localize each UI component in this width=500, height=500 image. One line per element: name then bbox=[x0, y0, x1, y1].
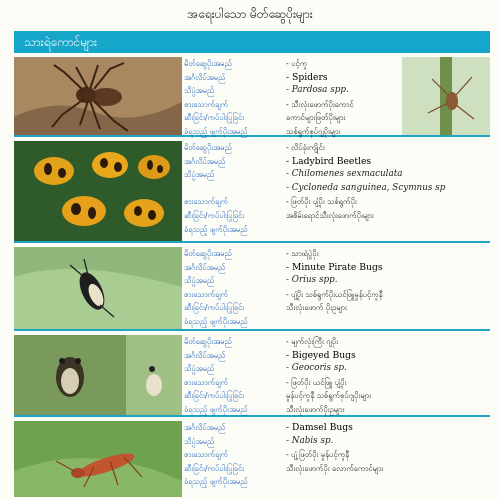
info-row: ဆီးခြင်း/ကပ်ပါးပြုခြင်း သီးလုံးဖောက်ပိုး လောက်ကောင်များ bbox=[184, 463, 384, 473]
info-row: သိပ္ပံအမည် - Orius spp. bbox=[184, 275, 338, 286]
page-title: အရေးပါသော မိတ်ဆွေပိုးများ bbox=[187, 7, 313, 21]
info-row: အင်္ဂလိပ်အမည် - Spiders bbox=[184, 71, 328, 83]
info-row: ခံရသည့် ဖျက်ပိုးအမည် သီးလုံးဖောက်ပိုးဥများ bbox=[184, 404, 345, 414]
info-row: မိတ်ဆွေပိုးအမည် - လိပ်ခုံးကျိုင်း bbox=[184, 143, 325, 152]
damsel-rows bbox=[184, 421, 490, 489]
pirate-bug-photo bbox=[14, 247, 182, 329]
section-bigeyed-bugs bbox=[14, 331, 490, 417]
bigeyed-rows bbox=[184, 335, 490, 417]
info-row: ခံရသည့် ဖျက်ပိုးအမည် bbox=[184, 477, 248, 487]
info-row: ခံရသည့် ဖျက်ပိုးအမည် bbox=[184, 224, 248, 234]
info-row: အင်္ဂလိပ်အမည် - Ladybird Beetles bbox=[184, 155, 372, 167]
info-row: စားသောက်ချက် - ပျံ့ ဖြတ်ပိုး မှုန်ပင့်ကူနီ bbox=[184, 450, 349, 460]
info-row: ဆီးခြင်း/ကပ်ပါးပြုခြင်း ကောင်များဖြတ်ပိုးများ bbox=[184, 113, 346, 123]
spider-photo-inset bbox=[402, 57, 490, 135]
info-row: စားသောက်ချက် - သီးလုံးဖောက်ပိုးကောင် bbox=[184, 99, 354, 109]
ladybird-photo bbox=[14, 141, 182, 241]
info-row: ဆီးခြင်း/ကပ်ပါးပြုခြင်း အစိမ်းရောင်သီးလုံးဖောက်ပိုးများ bbox=[184, 210, 374, 220]
info-row: သိပ္ပံအမည် - Chilomenes sexmaculata bbox=[184, 169, 403, 180]
info-row: မိတ်ဆွေပိုးအမည် - မျက်လုံးကြီး ဂျပိုး bbox=[184, 337, 339, 346]
info-row: အင်္ဂလိပ်အမည် - Damsel Bugs bbox=[184, 422, 353, 433]
info-row: အင်္ဂလိပ်အမည် - Bigeyed Bugs bbox=[184, 349, 356, 361]
info-row: စားသောက်ချက် - ဖြတ်ပိုး ပျံ့ပိုး သစ်ရွက်ပိုး bbox=[184, 197, 357, 207]
info-row: သိပ္ပံအမည် - Nabis sp. bbox=[184, 435, 334, 446]
spider-photo bbox=[14, 57, 182, 135]
section-spiders bbox=[14, 53, 490, 137]
info-row: စားသောက်ချက် - ပျံ့ပိုး သစ်ရွက်ပိုးယင်ဖြူမှုန်ပင့်ကူနီ bbox=[184, 289, 383, 299]
pirate-rows bbox=[184, 247, 490, 329]
info-row: ဆီးခြင်း/ကပ်ပါးပြုခြင်း သီးလုံးဖောက် ပိုးဥများ bbox=[184, 303, 347, 313]
info-row: မိတ်ဆွေပိုးအမည် - ပင့်ကူ bbox=[184, 59, 308, 68]
section-ladybird bbox=[14, 137, 490, 243]
ladybird-rows bbox=[184, 141, 490, 236]
bigeyed-bug-photo bbox=[14, 335, 182, 415]
damsel-bug-photo bbox=[14, 421, 182, 497]
info-row: မိတ်ဆွေပိုးအမည် - သားရဲပွဲပိုး bbox=[184, 249, 319, 258]
info-row: စားသောက်ချက် - ဖြတ်ပိုး ယင်ဖြူ ပျံ့ပိုး bbox=[184, 377, 347, 387]
info-row: သိပ္ပံအမည် - Geocoris sp. bbox=[184, 363, 347, 374]
section-pirate-bugs bbox=[14, 243, 490, 331]
section-banner: သားရဲကောင်များ bbox=[14, 31, 490, 53]
section-damsel-bugs bbox=[14, 417, 490, 497]
info-row: အင်္ဂလိပ်အမည် - Minute Pirate Bugs bbox=[184, 261, 383, 273]
info-row: သိပ္ပံအမည် - Pardosa spp. bbox=[184, 85, 349, 96]
info-row: - Cycloneda sanguinea, Scymnus sp bbox=[286, 182, 446, 193]
info-row: ခံရသည့် ဖျက်ပိုးအမည် bbox=[184, 316, 248, 326]
info-row: ဆီးခြင်း/ကပ်ပါးပြုခြင်း မှုန်ပင့်ကူနီ သစ်ရွက်စုပ်ဂျပိုးများ bbox=[184, 391, 371, 401]
info-row: ခံရသည့် ဖျက်ပိုးအမည် သစ်ရွက်စုပ်ဂျပိုးများ bbox=[184, 126, 341, 136]
